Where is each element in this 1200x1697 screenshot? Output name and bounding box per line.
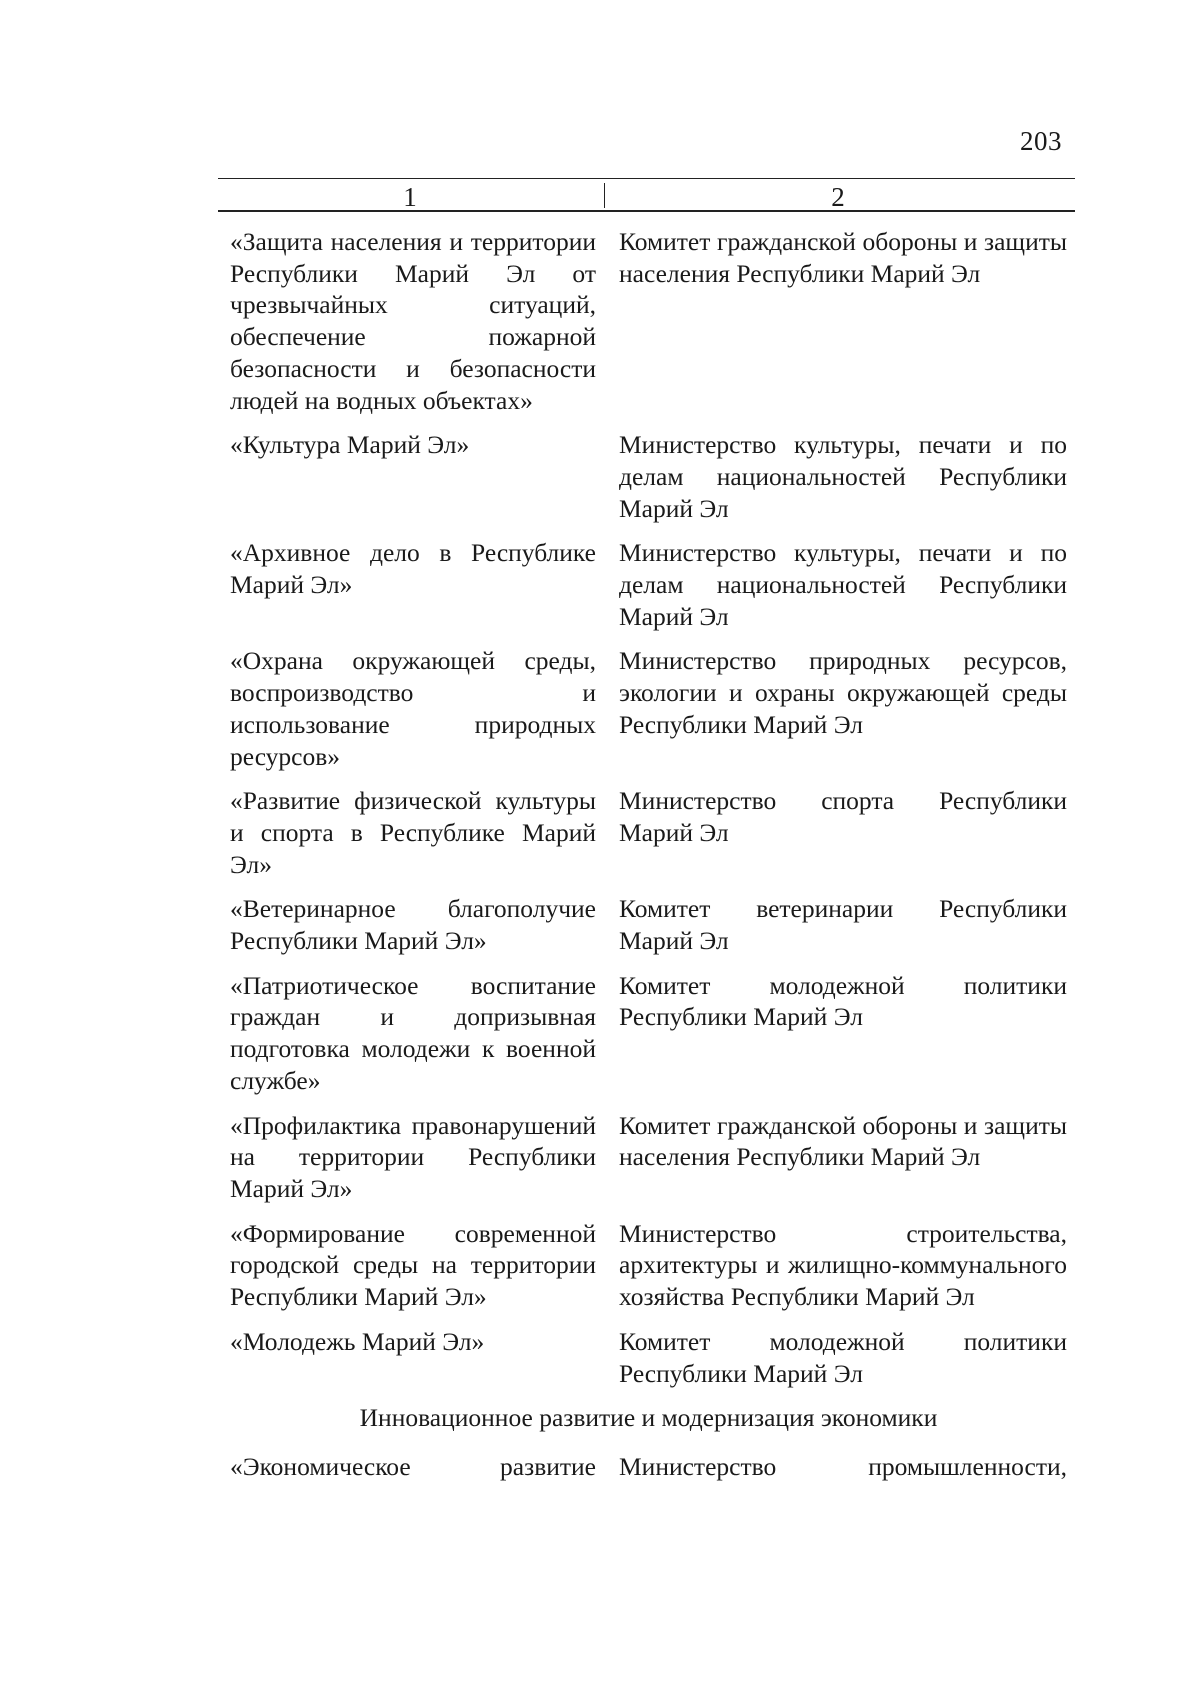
- responsible-executor: Министерство культуры, печати и по делам национальностей Республики Марий Эл: [619, 430, 1067, 523]
- table-row: [230, 1326, 1067, 1389]
- program-name: «Ветеринарное благополучие Республики Марий Эл»: [230, 894, 596, 956]
- program-name: «Охрана окружающей среды, воспроизводство и использование природных ресурсов»: [230, 646, 596, 771]
- program-name: «Архивное дело в Республике Марий Эл»: [230, 538, 596, 600]
- program-name: «Развитие физической культуры и спорта в Республике Марий Эл»: [230, 786, 596, 879]
- table-row: [230, 537, 1067, 632]
- section-title: Инновационное развитие и модернизация экономики: [359, 1403, 938, 1433]
- program-name: «Защита населения и территории Республики Марий Эл от чрезвычайных ситуаций, обеспечение пожарной безопасности и безопасности людей на водных объектах»: [230, 227, 596, 415]
- table-row: [230, 645, 1067, 772]
- responsible-executor: Министерство культуры, печати и по делам национальностей Республики Марий Эл: [619, 538, 1067, 631]
- program-name: «Экономическое развитие: [230, 1451, 596, 1481]
- table-header-rule: [218, 210, 1075, 212]
- responsible-executor: Комитет молодежной политики Республики Марий Эл: [619, 1326, 1067, 1388]
- program-table: [230, 226, 1067, 1496]
- column-1-number: 1: [403, 182, 417, 212]
- responsible-executor: Комитет гражданской обороны и защиты населения Республики Марий Эл: [619, 227, 1067, 288]
- responsible-executor: Министерство промышленности,: [619, 1451, 1067, 1481]
- column-2-number: 2: [831, 182, 845, 212]
- responsible-executor: Министерство спорта Республики Марий Эл: [619, 786, 1067, 847]
- table-row: [230, 1451, 1067, 1483]
- program-name: «Профилактика правонарушений на территории Республики Марий Эл»: [230, 1110, 596, 1203]
- table-row: [230, 1218, 1067, 1313]
- table-top-rule: [218, 178, 1075, 179]
- responsible-executor: Комитет гражданской обороны и защиты населения Республики Марий Эл: [619, 1110, 1067, 1172]
- table-row: [230, 893, 1067, 956]
- responsible-executor: Министерство природных ресурсов, экологии и охраны окружающей среды Республики Марий Эл: [619, 646, 1067, 739]
- table-row: [230, 429, 1067, 524]
- program-name: «Культура Марий Эл»: [230, 430, 470, 460]
- program-name: «Формирование современной городской среды на территории Республики Марий Эл»: [230, 1218, 596, 1312]
- page-number: 203: [1020, 126, 1062, 156]
- table-row: [230, 970, 1067, 1097]
- table-row: [230, 226, 1067, 416]
- header-divider: [604, 183, 605, 208]
- responsible-executor: Комитет молодежной политики Республики Марий Эл: [619, 970, 1067, 1032]
- program-name: «Патриотическое воспитание граждан и допризывная подготовка молодежи к военной службе»: [230, 970, 596, 1095]
- responsible-executor: Комитет ветеринарии Республики Марий Эл: [619, 894, 1067, 956]
- table-row: [230, 1110, 1067, 1205]
- program-name: «Молодежь Марий Эл»: [230, 1326, 485, 1356]
- table-row: [230, 785, 1067, 880]
- responsible-executor: Министерство строительства, архитектуры и жилищно-коммунального хозяйства Республики Марий Эл: [619, 1218, 1067, 1312]
